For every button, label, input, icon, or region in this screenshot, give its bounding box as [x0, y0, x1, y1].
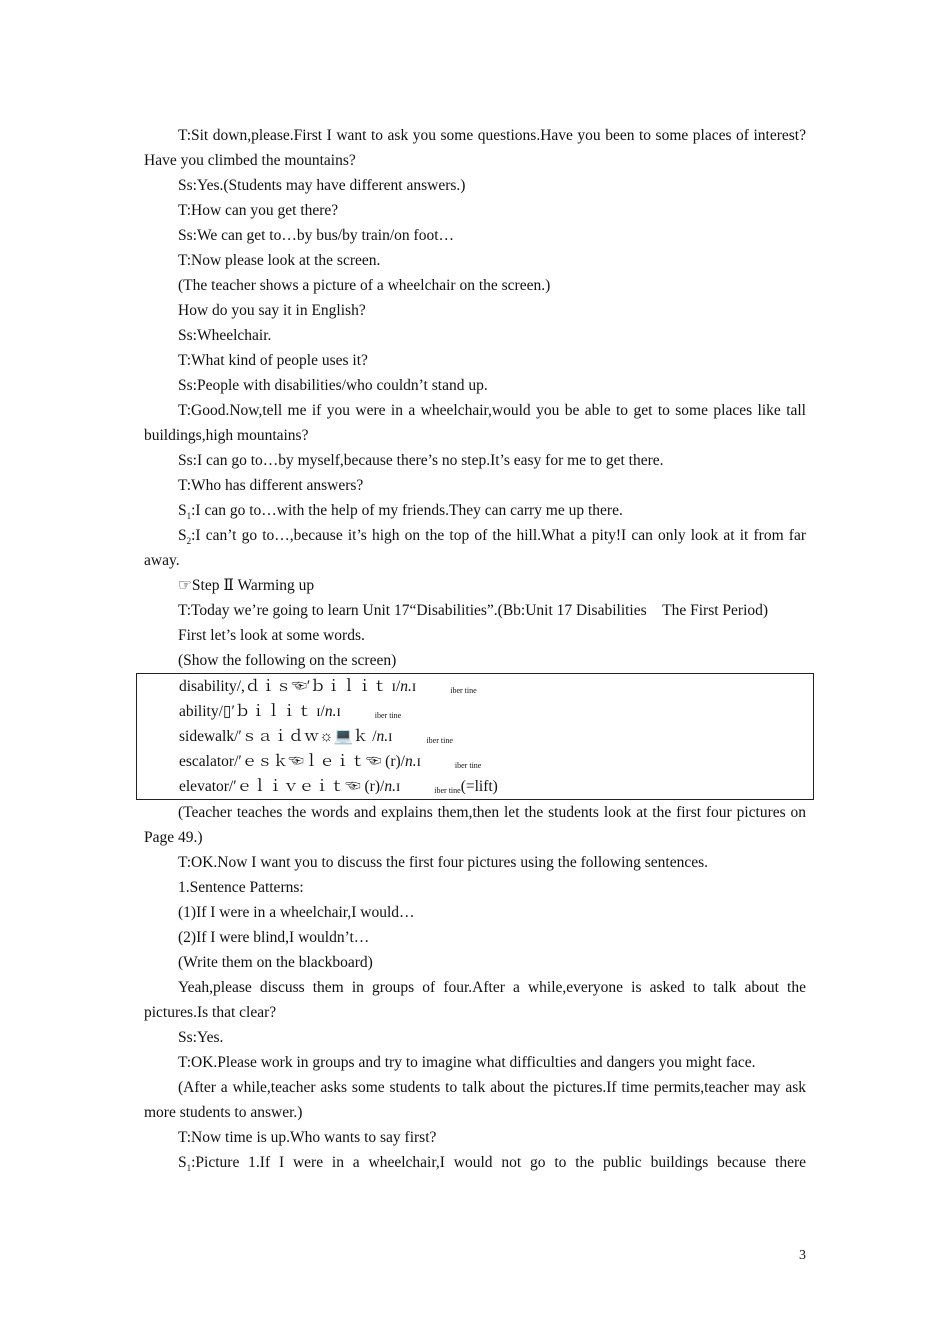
vocab-phonetic-tail: ɪ/ [316, 703, 325, 720]
speaker-label: S [178, 1154, 187, 1171]
vocab-phonetic: ▯′ｂｉｌｉｔ [222, 703, 313, 720]
vocab-extra: (=lift) [460, 778, 498, 795]
vocab-garbled-glyph: iber tine [454, 761, 482, 770]
vocab-row [145, 699, 805, 724]
paragraph: T:Sit down,please.First I want to ask you some questions.Have you been to some places of interest?Have you climbed the mountains? [144, 127, 806, 169]
vocabulary-box [136, 673, 814, 800]
student-1-answer [144, 498, 806, 523]
vocab-word: sidewalk/ [179, 728, 239, 745]
vocab-mark: ɪ [336, 703, 341, 720]
paragraph: (1)If I were in a wheelchair,I would… [178, 904, 415, 921]
student-2-answer [144, 523, 806, 573]
vocab-row [145, 724, 805, 749]
vocab-row [145, 674, 805, 699]
vocab-mark: ɪ [388, 728, 393, 745]
paragraph: Yeah,please discuss them in groups of four.After a while,everyone is asked to talk about the pictures.Is that clear? [144, 979, 806, 1021]
paragraph: T:How can you get there? [178, 202, 339, 219]
paragraph: T:Now time is up.Who wants to say first? [178, 1129, 437, 1146]
vocab-word: elevator/ [179, 778, 234, 795]
paragraph: Ss:I can go to…by myself,because there’s no step.It’s easy for me to get there. [178, 452, 664, 469]
vocab-mark: ɪ [416, 753, 421, 770]
paragraph: T:OK.Please work in groups and try to imagine what difficulties and dangers you might face. [178, 1054, 756, 1071]
vocab-word: escalator/ [179, 753, 239, 770]
vocab-part-of-speech: n. [384, 778, 396, 795]
paragraph: (2)If I were blind,I wouldn’t… [178, 929, 370, 946]
paragraph: (The teacher shows a picture of a wheelchair on the screen.) [178, 277, 551, 294]
vocab-phonetic: ′ｓａｉｄｗ☼💻ｋ [238, 728, 369, 745]
lesson-text [144, 123, 806, 1175]
paragraph: (After a while,teacher asks some students to talk about the pictures.If time permits,teacher may ask more students to answer.) [144, 1079, 806, 1121]
vocab-garbled-glyph: iber tine [450, 686, 477, 695]
vocab-phonetic-tail: (r)/ [364, 778, 385, 795]
vocab-part-of-speech: n. [400, 678, 412, 695]
answer-text: :I can go to…with the help of my friends.They can carry me up there. [191, 502, 623, 519]
vocab-word: ability/ [179, 703, 223, 720]
vocab-part-of-speech: n. [324, 703, 337, 720]
vocab-phonetic-tail: / [372, 728, 377, 745]
paragraph: First let’s look at some words. [178, 627, 365, 644]
paragraph: T:OK.Now I want you to discuss the first four pictures using the following sentences. [178, 854, 709, 871]
paragraph: (Write them on the blackboard) [178, 954, 373, 971]
answer-text: :Picture 1.If I were in a wheelchair,I would not go to the public buildings because there [191, 1154, 806, 1171]
vocab-phonetic: ,ｄｉｓ☜′ｂｉｌｉｔ [241, 678, 388, 695]
vocab-garbled-glyph: iber tine [374, 711, 402, 720]
vocab-mark: ɪ [395, 778, 401, 795]
paragraph: T:What kind of people uses it? [178, 352, 368, 369]
vocab-word: disability/ [179, 678, 241, 695]
vocab-garbled-glyph: iber tine [434, 786, 461, 795]
vocab-row [145, 749, 805, 774]
paragraph: Ss:We can get to…by bus/by train/on foot… [178, 227, 454, 244]
paragraph: How do you say it in English? [178, 302, 366, 319]
paragraph: (Teacher teaches the words and explains them,then let the students look at the first four pictures on Page 49.) [144, 804, 806, 846]
paragraph: T:Now please look at the screen. [178, 252, 381, 269]
vocab-garbled-glyph: iber tine [426, 736, 453, 745]
paragraph: (Show the following on the screen) [178, 652, 397, 669]
vocab-phonetic-tail: ɪ/ [391, 678, 401, 695]
paragraph: T:Today we’re going to learn Unit 17“Disabilities”.(Bb:Unit 17 Disabilities The First Period) [178, 602, 769, 619]
speaker-label: S [178, 502, 187, 519]
vocab-part-of-speech: n. [376, 728, 389, 745]
paragraph: T:Good.Now,tell me if you were in a wheelchair,would you be able to get to some places like tall buildings,high mountains? [144, 402, 806, 444]
paragraph: Ss:Yes.(Students may have different answers.) [178, 177, 466, 194]
speaker-index: 1 [186, 1163, 192, 1174]
student-1-picture-answer [144, 1150, 806, 1175]
step-heading: ☞Step Ⅱ Warming up [178, 577, 315, 594]
paragraph: T:Who has different answers? [178, 477, 364, 494]
vocab-mark: ɪ [411, 678, 417, 695]
paragraph: 1.Sentence Patterns: [178, 879, 304, 896]
vocab-part-of-speech: n. [404, 753, 417, 770]
vocab-phonetic: ′ｅｌｉｖｅｉｔ☜ [233, 778, 361, 795]
paragraph: Ss:Wheelchair. [178, 327, 272, 344]
speaker-index: 2 [186, 536, 192, 547]
speaker-index: 1 [186, 511, 192, 522]
vocab-phonetic-tail: (r)/ [385, 753, 405, 770]
paragraph: Ss:Yes. [178, 1029, 224, 1046]
answer-text: :I can’t go to…,because it’s high on the top of the hill.What a pity!I can only look at it from far away. [144, 527, 806, 569]
vocab-row [145, 774, 805, 799]
paragraph: Ss:People with disabilities/who couldn’t stand up. [178, 377, 488, 394]
page-number: 3 [799, 1248, 806, 1263]
speaker-label: S [178, 527, 187, 544]
vocab-phonetic: ′ｅｓｋ☜ｌｅｉｔ☜ [238, 753, 382, 770]
